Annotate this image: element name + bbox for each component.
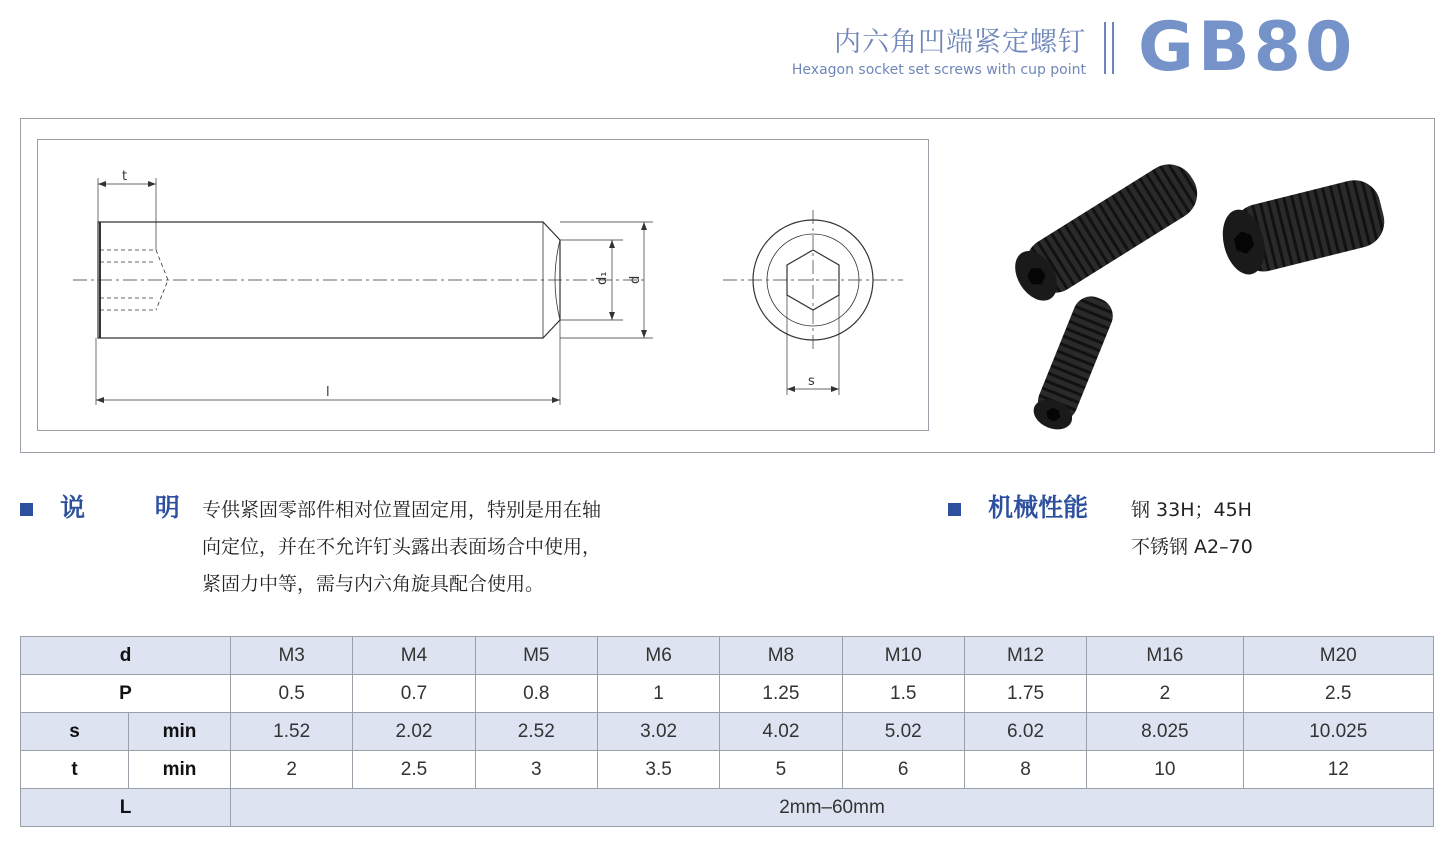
table-cell: 5.02 — [842, 713, 964, 751]
table-cell: M20 — [1243, 637, 1433, 675]
row-label-d: d — [21, 637, 231, 675]
table-cell: 8 — [964, 751, 1086, 789]
table-cell: M3 — [231, 637, 353, 675]
table-cell: 3 — [475, 751, 597, 789]
table-cell: 1.5 — [842, 675, 964, 713]
section-bullet-icon — [948, 503, 961, 516]
description-text — [202, 492, 601, 603]
screws-illustration — [971, 129, 1421, 439]
table-row-d — [21, 637, 1434, 675]
table-cell: 12 — [1243, 751, 1433, 789]
table-cell: 2.5 — [353, 751, 475, 789]
description-line: 向定位，并在不允许钉头露出表面场合中使用， — [202, 536, 602, 558]
table-cell: 0.5 — [231, 675, 353, 713]
table-cell: 2 — [1087, 675, 1243, 713]
description-line: 紧固力中等，需与内六角旋具配合使用。 — [202, 573, 545, 595]
table-cell: M5 — [475, 637, 597, 675]
table-cell: M6 — [597, 637, 719, 675]
technical-drawing — [37, 139, 929, 431]
table-cell: 0.8 — [475, 675, 597, 713]
table-cell: 1.75 — [964, 675, 1086, 713]
row-label-l: L — [21, 789, 231, 827]
table-cell: 4.02 — [720, 713, 842, 751]
dimension-label-s: s — [808, 374, 815, 389]
row-label-t: t — [21, 751, 129, 789]
drawing-svg — [38, 140, 928, 430]
section-bullet-icon — [20, 503, 33, 516]
product-title-en: Hexagon socket set screws with cup point — [791, 62, 1086, 78]
title-divider — [1112, 22, 1114, 74]
mechanical-heading: 机械性能 — [988, 493, 1089, 522]
table-cell: M4 — [353, 637, 475, 675]
standard-code: GB80 — [1138, 8, 1357, 87]
description-line: 专供紧固零部件相对位置固定用，特别是用在轴 — [202, 499, 602, 521]
dimension-label-t: t — [122, 169, 128, 184]
table-cell: 1.25 — [720, 675, 842, 713]
mechanical-text — [1131, 492, 1253, 566]
description-heading: 说 明 — [60, 493, 180, 522]
table-cell: M8 — [720, 637, 842, 675]
dimension-label-d: d — [628, 275, 643, 284]
table-cell: 8.025 — [1087, 713, 1243, 751]
table-cell: 1 — [597, 675, 719, 713]
title-divider — [1104, 22, 1106, 74]
description-section — [20, 488, 180, 524]
table-cell: 0.7 — [353, 675, 475, 713]
table-cell: 1.52 — [231, 713, 353, 751]
table-cell: 10 — [1087, 751, 1243, 789]
product-title-cn: 内六角凹端紧定螺钉 — [834, 27, 1086, 58]
table-row-s — [21, 713, 1434, 751]
row-label-p: P — [21, 675, 231, 713]
dimension-label-d1: d₁ — [595, 271, 610, 285]
table-cell: M10 — [842, 637, 964, 675]
row-label-s: s — [21, 713, 129, 751]
page-header — [0, 0, 1448, 90]
product-photo — [971, 129, 1421, 439]
table-cell: 2.5 — [1243, 675, 1433, 713]
figure-panel — [20, 118, 1435, 453]
length-range-cell: 2mm–60mm — [231, 789, 1434, 827]
row-sublabel-t: min — [129, 751, 231, 789]
mechanical-section — [948, 488, 1088, 524]
dimension-label-l: l — [326, 385, 330, 400]
table-cell: 3.02 — [597, 713, 719, 751]
table-cell: 5 — [720, 751, 842, 789]
table-cell: 2 — [231, 751, 353, 789]
mechanical-line: 不锈钢 A2–70 — [1131, 536, 1253, 558]
table-row-t — [21, 751, 1434, 789]
table-cell: 6 — [842, 751, 964, 789]
table-row-p — [21, 675, 1434, 713]
mechanical-line: 钢 33H；45H — [1131, 499, 1252, 521]
spec-table — [20, 636, 1434, 827]
table-cell: 2.52 — [475, 713, 597, 751]
table-cell: 3.5 — [597, 751, 719, 789]
table-cell: 10.025 — [1243, 713, 1433, 751]
table-row-l — [21, 789, 1434, 827]
table-cell: M12 — [964, 637, 1086, 675]
table-cell: M16 — [1087, 637, 1243, 675]
table-cell: 6.02 — [964, 713, 1086, 751]
row-sublabel-s: min — [129, 713, 231, 751]
table-cell: 2.02 — [353, 713, 475, 751]
